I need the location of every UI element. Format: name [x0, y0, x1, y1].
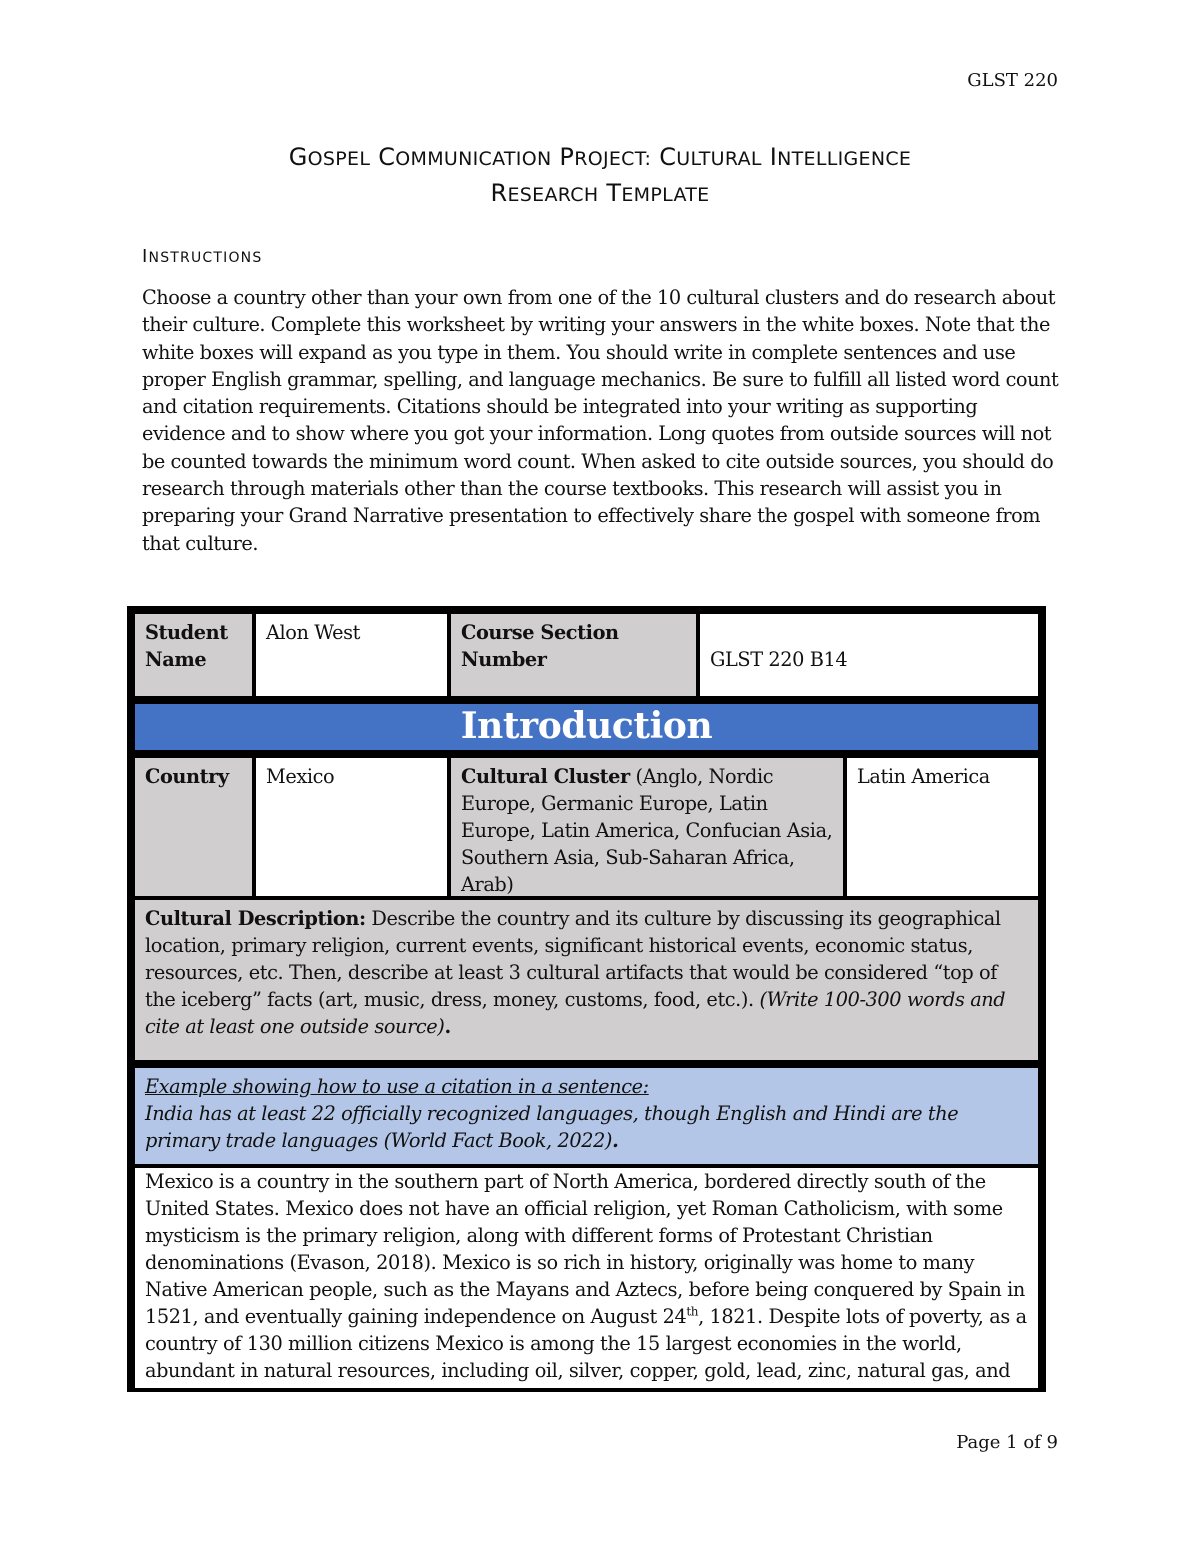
cultural-description-prompt: Cultural Description: Describe the country and its culture by discussing its geographical location, primary religion, current events, significant historical events, economic status, resources, etc. Then, describe at least 3 cultural artifacts that would be considered “top of the iceberg” facts (art, music, dress, money, customs, food, etc.). (Write 100-300 words and cite at least one outside source).	[135, 900, 1038, 1060]
title-word: INTELLIGENCE	[769, 143, 912, 171]
cultural-cluster-field[interactable]: Latin America	[847, 758, 1038, 896]
country-label: Country	[135, 758, 252, 896]
student-name-field[interactable]: Alon West	[256, 614, 447, 696]
document-title	[140, 140, 1060, 212]
research-form-table	[127, 606, 1046, 1392]
citation-example-text: India has at least 22 officially recognized languages, though English and Hindi are the primary trade languages (World Fact Book, 2022).	[145, 1102, 959, 1152]
cultural-cluster-label: Cultural Cluster (Anglo, Nordic Europe, Germanic Europe, Latin Europe, Latin America, Confucian Asia, Southern Asia, Sub-Saharan Africa, Arab)	[451, 758, 843, 896]
cultural-description-answer[interactable]: Mexico is a country in the southern part of North America, bordered directly south of the United States. Mexico does not have an official religion, yet Roman Catholicism, with some mysticism is the primary religion, along with different forms of Protestant Christian denominations (Evason, 2018). Mexico is so rich in history, originally was home to many Native American people, such as the Mayans and Aztecs, before being conquered by Spain in 1521, and eventually gaining independence on August 24th, 1821. Despite lots of poverty, as a country of 130 million citizens Mexico is among the 15 largest economies in the world, abundant in natural resources, including oil, silver, copper, gold, lead, zinc, natural gas, and	[135, 1168, 1038, 1392]
header-course-code: GLST 220	[967, 70, 1058, 91]
title-line-2	[140, 176, 1060, 212]
country-field[interactable]: Mexico	[256, 758, 447, 896]
student-name-label: Student Name	[135, 614, 252, 696]
title-word: RESEARCH	[490, 179, 599, 207]
title-word: PROJECT:	[559, 143, 652, 171]
title-word: CULTURAL	[659, 143, 762, 171]
course-section-label: Course Section Number	[451, 614, 696, 696]
citation-example	[135, 1068, 1038, 1164]
title-word: COMMUNICATION	[378, 143, 552, 171]
instructions-body: Choose a country other than your own from one of the 10 cultural clusters and do research about their culture. Complete this worksheet by writing your answers in the white boxes. Note that the white boxes will expand as you type in them. You should write in complete sentences and use proper English grammar, spelling, and language mechanics. Be sure to fulfill all listed word count and citation requirements. Citations should be integrated into your writing as supporting evidence and to show where you got your information. Long quotes from outside sources will not be counted towards the minimum word count. When asked to cite outside sources, you should do research through materials other than the course textbooks. This research will assist you in preparing your Grand Narrative presentation to effectively share the gospel with someone from that culture.	[142, 286, 1059, 555]
title-line-1	[140, 140, 1060, 176]
instructions-heading: INSTRUCTIONS	[142, 246, 263, 267]
title-word: GOSPEL	[288, 143, 371, 171]
page-number: Page 1 of 9	[956, 1432, 1058, 1453]
citation-example-heading: Example showing how to use a citation in a sentence:	[145, 1075, 649, 1098]
section-banner-introduction: Introduction	[135, 704, 1038, 750]
title-word: TEMPLATE	[606, 179, 710, 207]
course-section-field[interactable]: GLST 220 B14	[700, 614, 1038, 696]
